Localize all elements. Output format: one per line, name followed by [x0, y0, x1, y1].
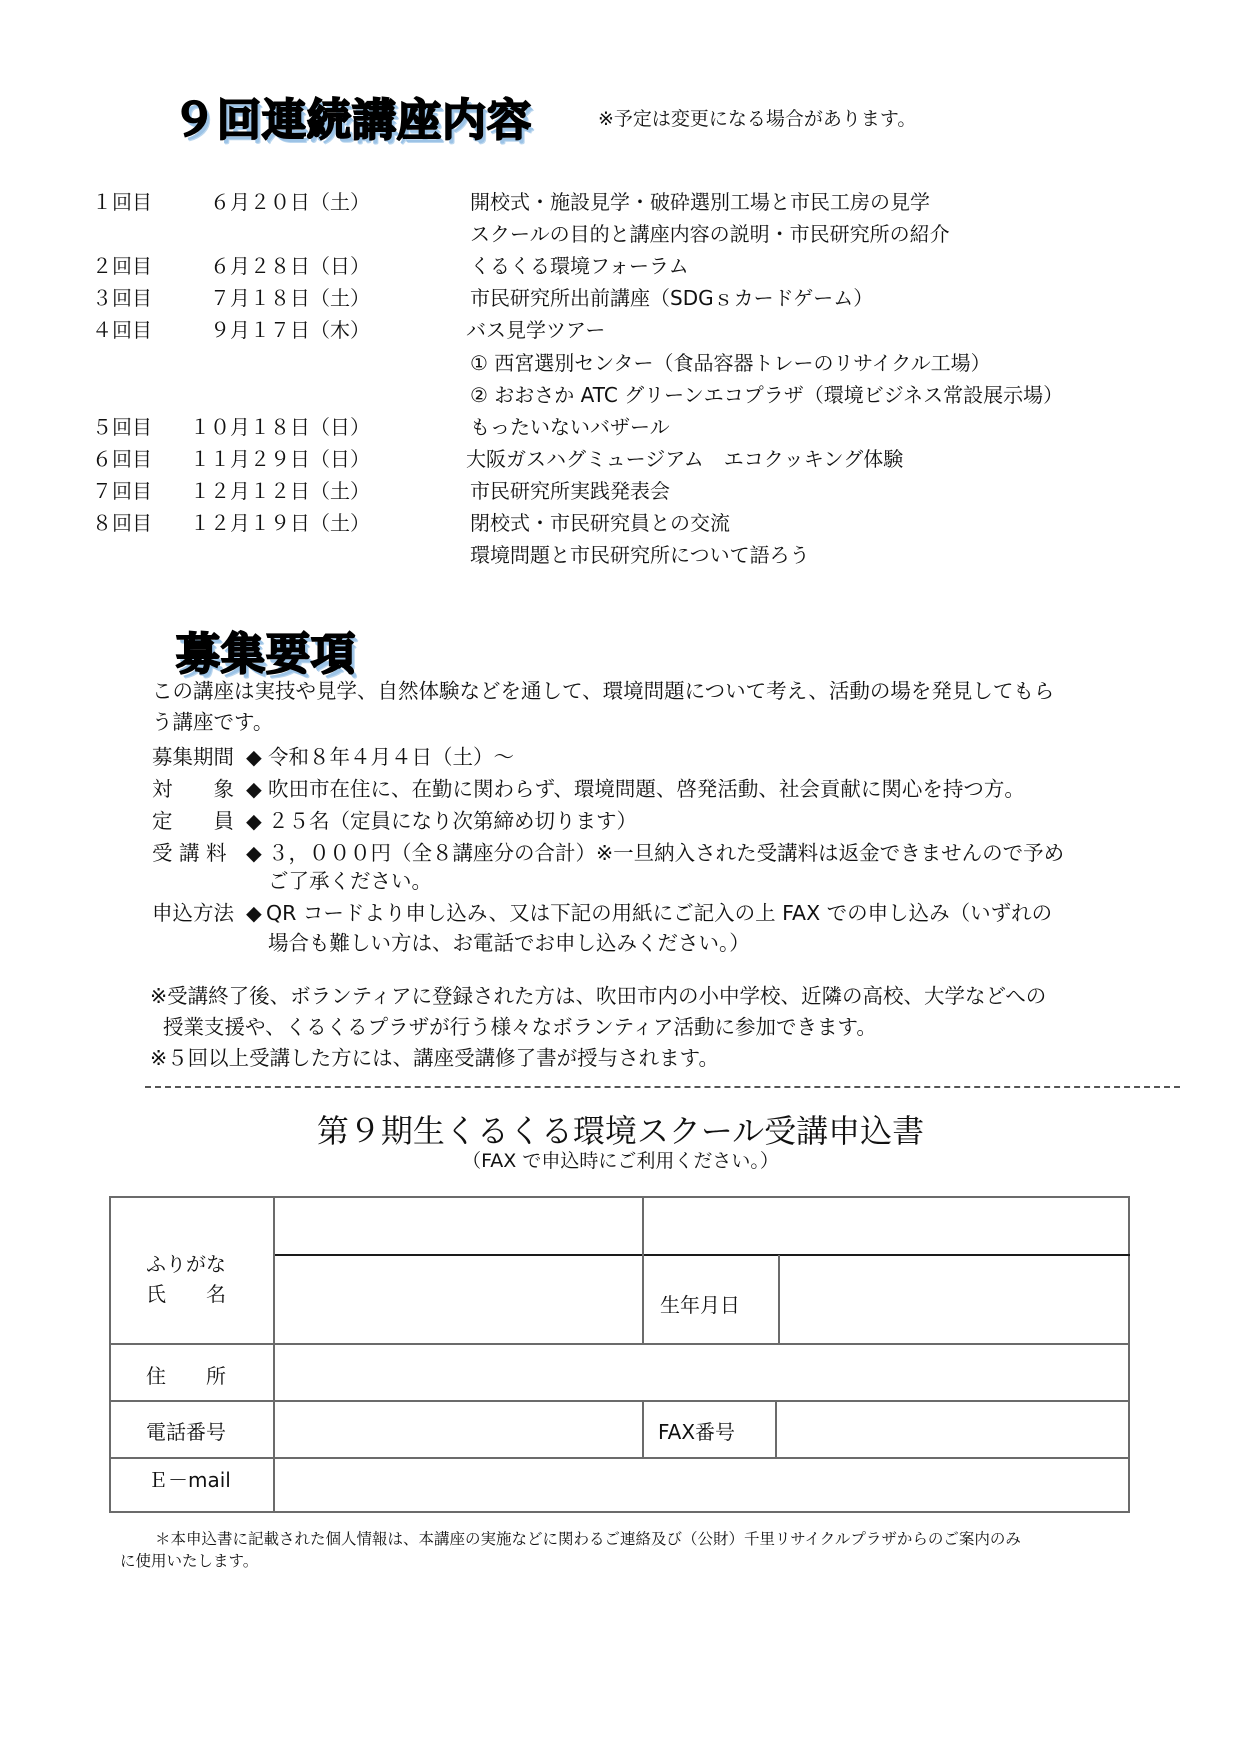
address-field[interactable] [275, 1345, 1130, 1400]
application-form-table [109, 1196, 1130, 1513]
diamond-bullet-icon: ◆ [246, 809, 262, 833]
session-row-continuation [0, 539, 1241, 572]
session-number: ２回目 [92, 254, 152, 278]
item-value: ３，０００円（全８講座分の合計）※一旦納入された受講料は返金できませんので予め [268, 841, 1065, 865]
session-description: スクールの目的と講座内容の説明・市民研究所の紹介 [470, 222, 950, 246]
session-date: １２月１９日（土） [190, 511, 370, 535]
recruit-item-fee-continuation [268, 864, 432, 894]
session-row [0, 443, 1241, 476]
item-value: QR コードより申し込み、又は下記の用紙にご記入の上 FAX での申し込み（いずれの [266, 901, 1053, 925]
column-divider [642, 1400, 644, 1457]
session-number: ８回目 [92, 511, 152, 535]
session-description: ① 西宮選別センター（食品容器トレーのリサイクル工場） [470, 351, 991, 375]
session-description: ② おおさか ATC グリーンエコプラザ（環境ビジネス常設展示場） [470, 383, 1064, 407]
session-row-continuation [0, 218, 1241, 251]
fax-field[interactable] [777, 1402, 1130, 1457]
furigana-field-extra[interactable] [644, 1198, 1130, 1254]
session-date: １０月１８日（日） [190, 415, 370, 439]
session-number: ７回目 [92, 479, 152, 503]
recruit-heading: 募集要項 [176, 629, 356, 680]
session-row [0, 507, 1241, 540]
item-value: 吹田市在住に、在勤に関わらず、環境問題、啓発活動、社会貢献に関心を持つ方。 [268, 777, 1025, 801]
certificate-note: ※５回以上受講した方には、講座受講修了書が授与されます。 [150, 1046, 720, 1070]
session-date: １１月２９日（日） [190, 447, 370, 471]
item-value: ２５名（定員になり次第締め切ります） [268, 809, 637, 833]
recruit-item-method [152, 896, 1052, 926]
item-label: 受 講 料 [152, 841, 227, 865]
privacy-notice-continuation: に使用いたします。 [120, 1552, 259, 1570]
address-label: 住 所 [146, 1364, 226, 1388]
diamond-bullet-icon: ◆ [246, 901, 262, 925]
item-value: 令和８年４月４日（土）～ [268, 745, 514, 769]
session-date: ６月２８日（日） [210, 254, 370, 278]
session-number: ５回目 [92, 415, 152, 439]
session-row [0, 314, 1241, 347]
session-description: 開校式・施設見学・破砕選別工場と市民工房の見学 [470, 190, 930, 214]
fax-label: FAX番号 [658, 1420, 736, 1444]
diamond-bullet-icon: ◆ [246, 745, 262, 769]
item-label: 申込方法 [152, 901, 234, 925]
privacy-notice: ＊本申込書に記載された個人情報は、本講座の実施などに関わるご連絡及び（公財）千里リサイクルプラザからのご案内のみ [155, 1530, 1021, 1548]
email-label: Ｅ－mail [148, 1468, 231, 1492]
schedule-change-note: ※予定は変更になる場合があります。 [598, 108, 917, 130]
session-row [0, 186, 1241, 219]
name-field[interactable] [275, 1256, 642, 1343]
session-row [0, 411, 1241, 444]
session-description: 大阪ガスハグミュージアム エコクッキング体験 [466, 447, 904, 471]
session-number: ３回目 [92, 286, 152, 310]
item-label: 募集期間 [152, 745, 234, 769]
session-row [0, 250, 1241, 283]
recruit-item-period [152, 740, 514, 770]
item-value: ご了承ください。 [268, 869, 432, 893]
session-row [0, 475, 1241, 508]
session-number: １回目 [92, 190, 152, 214]
email-field[interactable] [275, 1459, 1130, 1513]
session-row-continuation [0, 347, 1241, 380]
session-number: ４回目 [92, 318, 152, 342]
volunteer-note-continuation: 授業支援や、くるくるプラザが行う様々なボランティア活動に参加できます。 [150, 1015, 877, 1039]
form-title: 第９期生くるくる環境スクール受講申込書 [316, 1112, 925, 1150]
session-date: ９月１７日（木） [210, 318, 370, 342]
recruit-item-target [152, 772, 1025, 802]
session-description: 環境問題と市民研究所について語ろう [470, 543, 810, 567]
birthdate-field[interactable] [780, 1256, 1130, 1343]
session-description: バス見学ツアー [466, 318, 606, 342]
recruit-intro-line: う講座です。 [152, 710, 274, 734]
birthdate-label: 生年月日 [660, 1293, 740, 1317]
session-description: くるくる環境フォーラム [470, 254, 689, 278]
session-date: ６月２０日（土） [210, 190, 370, 214]
recruit-item-method-continuation [268, 926, 750, 956]
phone-field[interactable] [275, 1402, 642, 1457]
cut-line-divider [145, 1086, 1180, 1088]
item-label: 対 象 [152, 777, 234, 801]
form-subtitle: （FAX で申込時にご利用ください。） [462, 1150, 779, 1172]
session-description: 市民研究所出前講座（SDGｓカードゲーム） [470, 286, 874, 310]
recruit-intro-line: この講座は実技や見学、自然体験などを通して、環境問題について考え、活動の場を発見してもら [152, 679, 1055, 703]
session-date: ７月１８日（土） [210, 286, 370, 310]
diamond-bullet-icon: ◆ [246, 841, 262, 865]
session-description: 市民研究所実践発表会 [470, 479, 670, 503]
session-description: もったいないバザール [470, 415, 670, 439]
session-row [0, 282, 1241, 315]
item-value: 場合も難しい方は、お電話でお申し込みください。） [268, 931, 750, 955]
furigana-field[interactable] [275, 1198, 642, 1254]
diamond-bullet-icon: ◆ [246, 777, 262, 801]
session-description: 閉校式・市民研究員との交流 [470, 511, 730, 535]
recruit-item-fee [152, 836, 1064, 866]
phone-label: 電話番号 [146, 1420, 226, 1444]
session-row-continuation [0, 379, 1241, 412]
furigana-label: ふりがな [146, 1252, 226, 1276]
session-date: １２月１２日（土） [190, 479, 370, 503]
volunteer-note: ※受講終了後、ボランティアに登録された方は、吹田市内の小中学校、近隣の高校、大学などへの [150, 984, 1047, 1008]
item-label: 定 員 [152, 809, 234, 833]
session-number: ６回目 [92, 447, 152, 471]
name-label: 氏 名 [146, 1282, 226, 1306]
schedule-heading: ９回連続講座内容 [172, 95, 532, 146]
recruit-item-capacity [152, 804, 637, 834]
